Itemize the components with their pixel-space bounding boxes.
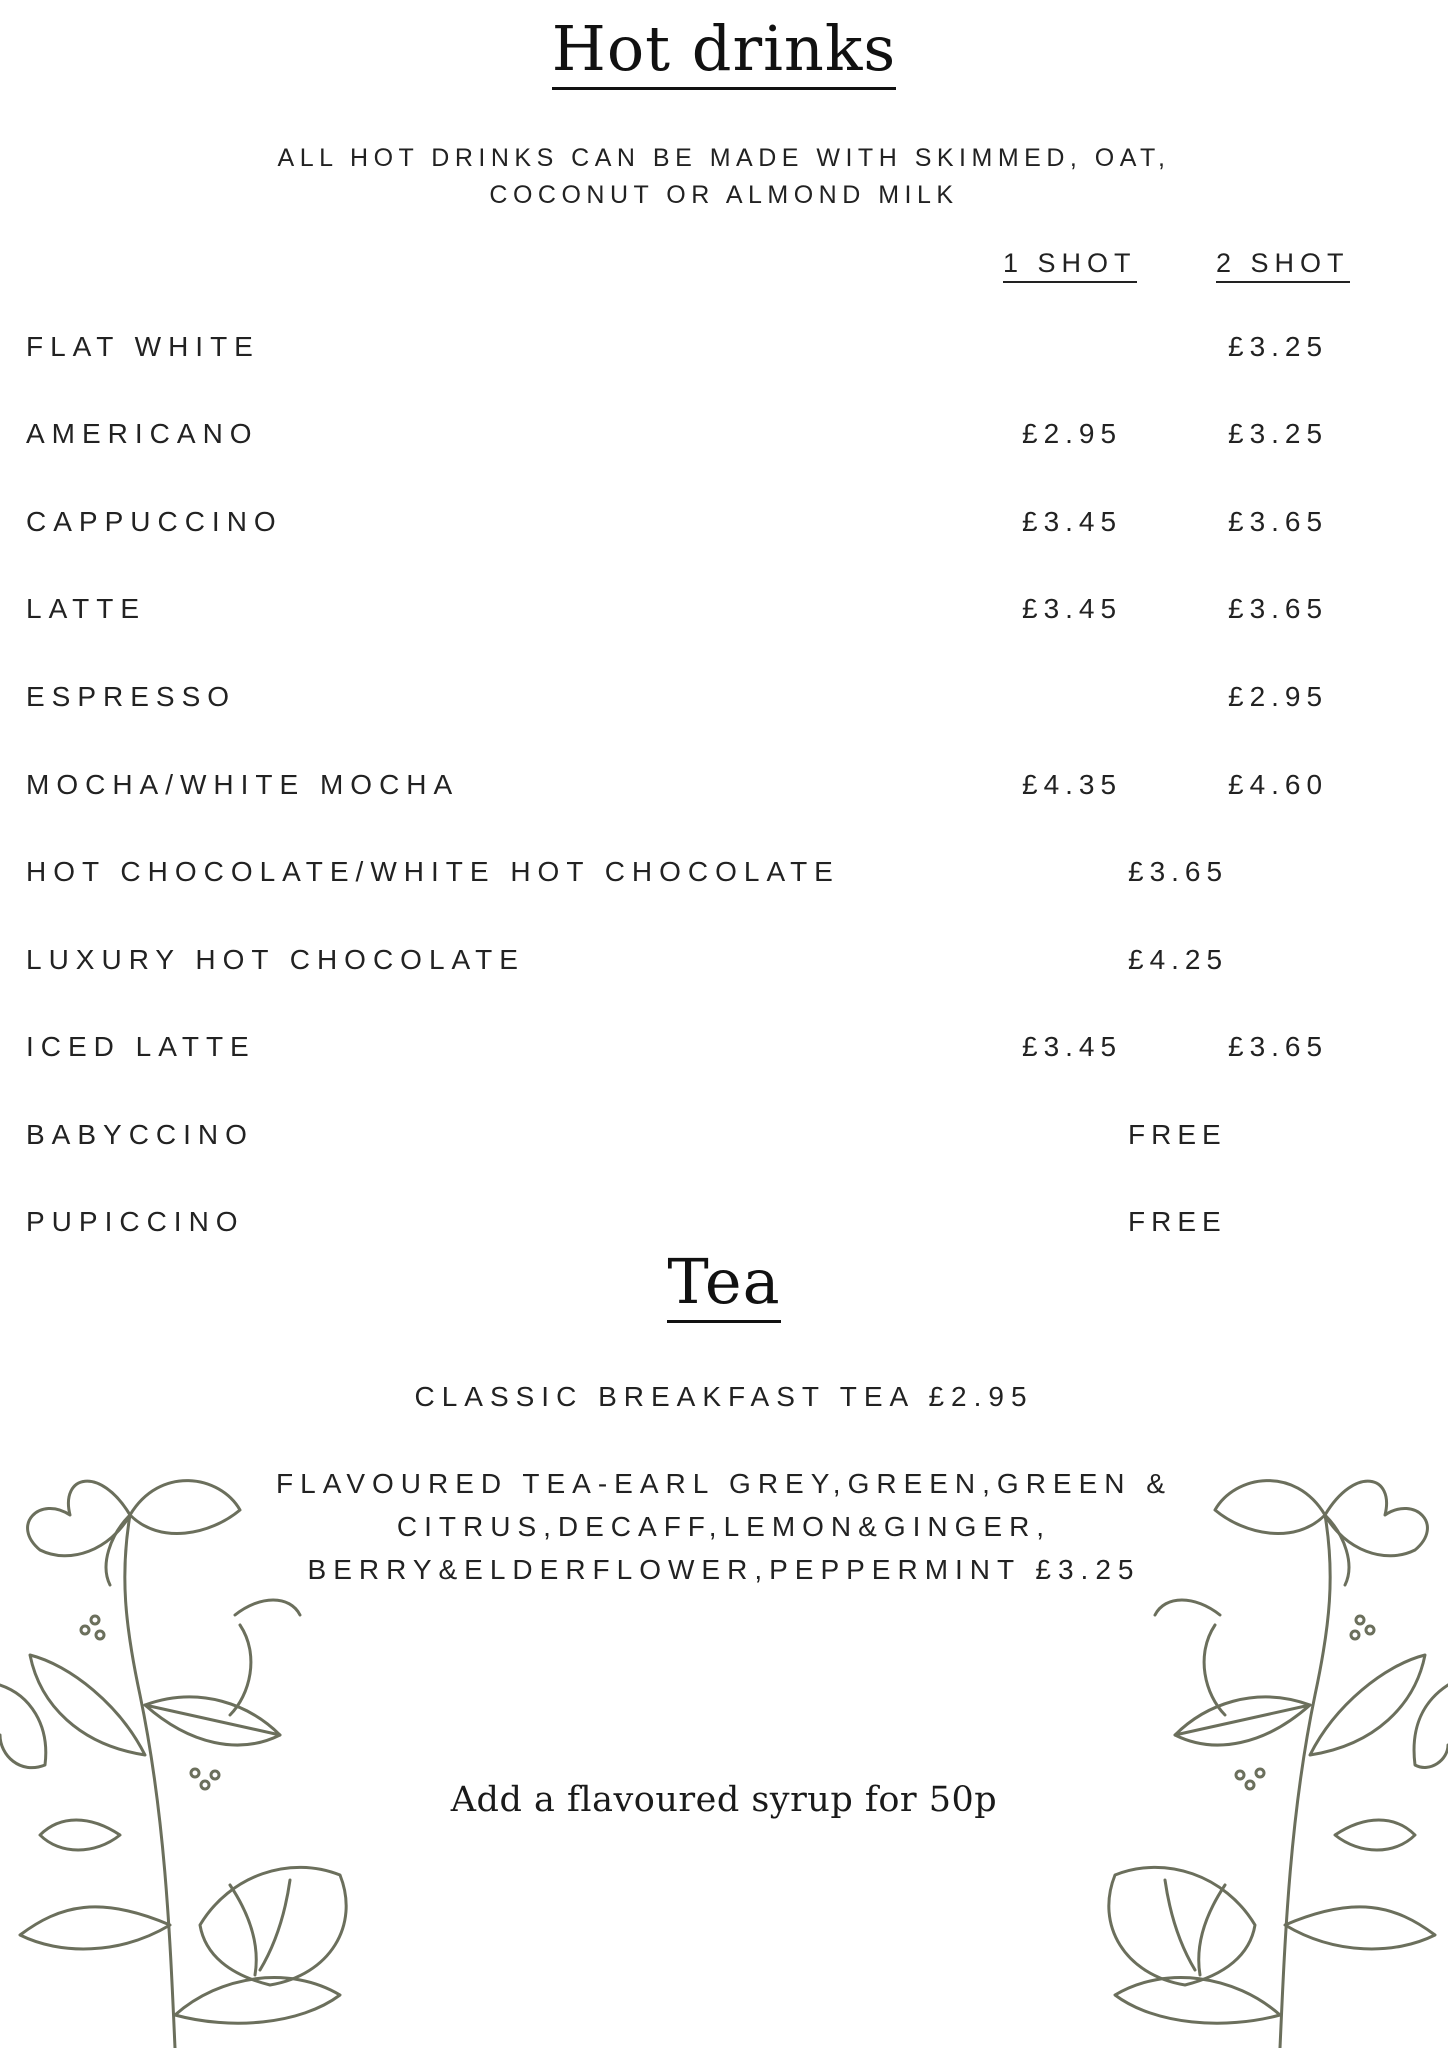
- price-2-shot: £3.25: [1228, 418, 1329, 449]
- price-2-shot: £2.95: [1228, 681, 1329, 712]
- price-2-shot: £4.60: [1228, 769, 1329, 800]
- tea-title: [0, 1245, 1448, 1318]
- price-single: £3.65: [1128, 856, 1229, 887]
- menu-item-row: [0, 944, 1448, 984]
- price-1-shot: £2.95: [1022, 418, 1123, 449]
- menu-item-name: HOT CHOCOLATE/WHITE HOT CHOCOLATE: [26, 856, 840, 887]
- price-single: £4.25: [1128, 944, 1229, 975]
- price-1-shot: £3.45: [1022, 506, 1123, 537]
- menu-item-row: [0, 681, 1448, 721]
- hot-drinks-title-text: Hot drinks: [552, 12, 897, 90]
- menu-item-row: [0, 506, 1448, 546]
- menu-item-name: FLAT WHITE: [26, 331, 260, 362]
- menu-item-name: PUPICCINO: [26, 1206, 245, 1237]
- menu-item-name: MOCHA/WHITE MOCHA: [26, 769, 460, 800]
- price-single: FREE: [1128, 1206, 1227, 1237]
- price-1-shot: £3.45: [1022, 1031, 1123, 1062]
- col-header-1-shot: 1 SHOT: [1003, 248, 1137, 283]
- menu-item-row: [0, 593, 1448, 633]
- menu-item-name: ESPRESSO: [26, 681, 237, 712]
- menu-item-row: [0, 1206, 1448, 1246]
- menu-item-row: [0, 418, 1448, 458]
- menu-item-row: [0, 1031, 1448, 1071]
- menu-item-row: [0, 856, 1448, 896]
- floral-left-icon: [0, 1455, 470, 2048]
- price-2-shot: £3.65: [1228, 506, 1329, 537]
- flavoured-tea-line-3: BERRY&ELDERFLOWER,PEPPERMINT £3.25: [307, 1554, 1141, 1585]
- price-2-shot: £3.25: [1228, 331, 1329, 362]
- menu-item-row: [0, 331, 1448, 371]
- price-2-shot: £3.65: [1228, 593, 1329, 624]
- menu-item-name: ICED LATTE: [26, 1031, 256, 1062]
- floral-right-icon: [1030, 1455, 1448, 2048]
- col-header-2-shot: 2 SHOT: [1216, 248, 1350, 283]
- tea-title-text: Tea: [667, 1245, 780, 1323]
- price-single: FREE: [1128, 1119, 1227, 1150]
- menu-item-name: AMERICANO: [26, 418, 259, 449]
- price-2-shot: £3.65: [1228, 1031, 1329, 1062]
- menu-item-name: LUXURY HOT CHOCOLATE: [26, 944, 525, 975]
- menu-item-row: [0, 769, 1448, 809]
- menu-item-row: [0, 1119, 1448, 1159]
- menu-item-name: BABYCCINO: [26, 1119, 254, 1150]
- classic-tea-item: CLASSIC BREAKFAST TEA £2.95: [414, 1381, 1034, 1412]
- menu-item-name: CAPPUCCINO: [26, 506, 283, 537]
- price-1-shot: £4.35: [1022, 769, 1123, 800]
- flavoured-tea-line-2: CITRUS,DECAFF,LEMON&GINGER,: [396, 1511, 1052, 1542]
- flavoured-tea-line-1: FLAVOURED TEA-EARL GREY,GREEN,GREEN &: [276, 1468, 1172, 1499]
- menu-item-name: LATTE: [26, 593, 147, 624]
- milk-note-line-2: COCONUT OR ALMOND MILK: [489, 181, 959, 209]
- milk-note: [0, 140, 1448, 214]
- price-1-shot: £3.45: [1022, 593, 1123, 624]
- milk-note-line-1: ALL HOT DRINKS CAN BE MADE WITH SKIMMED, OAT,: [277, 144, 1171, 172]
- syrup-note: Add a flavoured syrup for 50p: [450, 1780, 998, 1820]
- hot-drinks-title: [0, 12, 1448, 85]
